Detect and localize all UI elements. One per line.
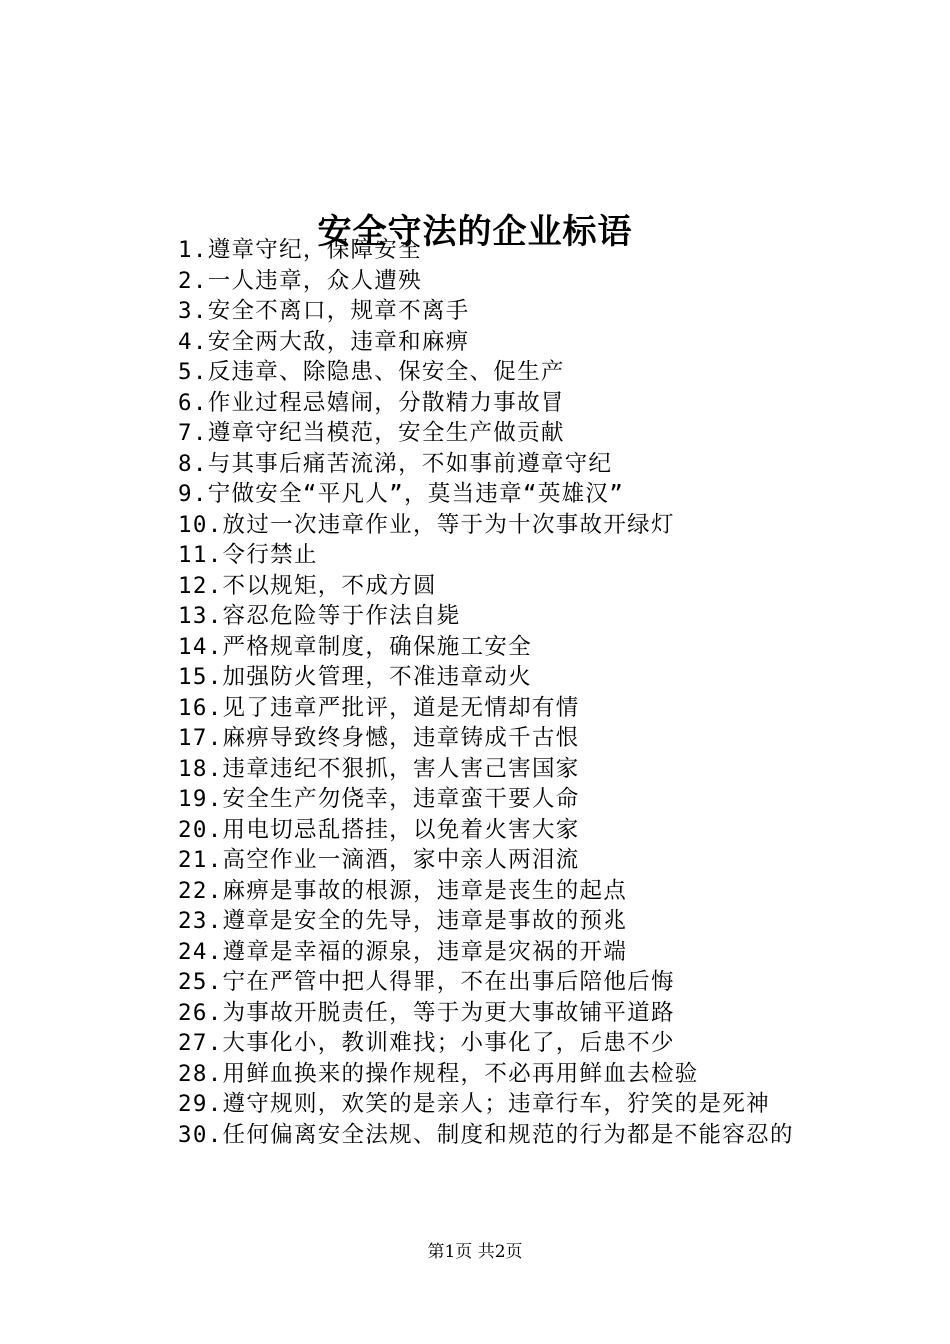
page-footer: 第1页 共2页 — [427, 1242, 523, 1262]
list-item: 4.安全两大敌，违章和麻痹 — [178, 328, 470, 355]
list-item: 16.见了违章严批评，道是无情却有情 — [178, 694, 580, 721]
list-item: 10.放过一次违章作业，等于为十次事故开绿灯 — [178, 511, 675, 538]
list-item: 22.麻痹是事故的根源，违章是丧生的起点 — [178, 877, 628, 904]
list-item: 15.加强防火管理，不准违章动火 — [178, 664, 532, 690]
list-item: 7.遵章守纪当模范，安全生产做贡献 — [178, 420, 565, 446]
slogan-list — [178, 235, 794, 1150]
list-item: 11.令行禁止 — [178, 542, 318, 568]
list-item: 12.不以规矩，不成方圆 — [178, 572, 437, 599]
list-item: 26.为事故开脱责任，等于为更大事故铺平道路 — [178, 999, 675, 1026]
list-item: 24.遵章是幸福的源泉，违章是灾祸的开端 — [178, 938, 628, 965]
list-item: 13.容忍危险等于作法自毙 — [178, 603, 461, 629]
list-item: 28.用鲜血换来的操作规程，不必再用鲜血去检验 — [178, 1060, 699, 1087]
list-item: 3.安全不离口，规章不离手 — [178, 298, 470, 324]
list-item: 2.一人违章，众人遭殃 — [178, 267, 422, 294]
list-item: 17.麻痹导致终身憾，违章铸成千古恨 — [178, 725, 580, 751]
list-item: 30.任何偏离安全法规、制度和规范的行为都是不能容忍的 — [178, 1121, 794, 1148]
list-item: 21.高空作业一滴酒，家中亲人两泪流 — [178, 847, 580, 873]
page-title: 安全守法的企业标语 — [317, 211, 633, 252]
list-item: 20.用电切忌乱搭挂，以免着火害大家 — [178, 816, 580, 843]
list-item: 5.反违章、除隐患、保安全、促生产 — [178, 359, 565, 385]
list-item: 25.宁在严管中把人得罪，不在出事后陪他后悔 — [178, 969, 675, 995]
list-item: 27.大事化小，教训难找；小事化了，后患不少 — [178, 1030, 675, 1056]
list-item: 8.与其事后痛苦流涕，不如事前遵章守纪 — [178, 450, 613, 477]
list-item: 9.宁做安全“平凡人”，莫当违章“英雄汉” — [178, 481, 625, 507]
list-item: 18.违章违纪不狠抓，害人害己害国家 — [178, 755, 580, 782]
list-item: 14.严格规章制度，确保施工安全 — [178, 633, 532, 660]
list-item: 29.遵守规则，欢笑的是亲人；违章行车，狞笑的是死神 — [178, 1091, 770, 1117]
list-item: 23.遵章是安全的先导，违章是事故的预兆 — [178, 908, 628, 934]
list-item: 6.作业过程忌嬉闹，分散精力事故冒 — [178, 389, 565, 416]
list-item: 1.遵章守纪，保障安全 — [178, 237, 422, 263]
list-item: 19.安全生产勿侥幸，违章蛮干要人命 — [178, 786, 580, 812]
